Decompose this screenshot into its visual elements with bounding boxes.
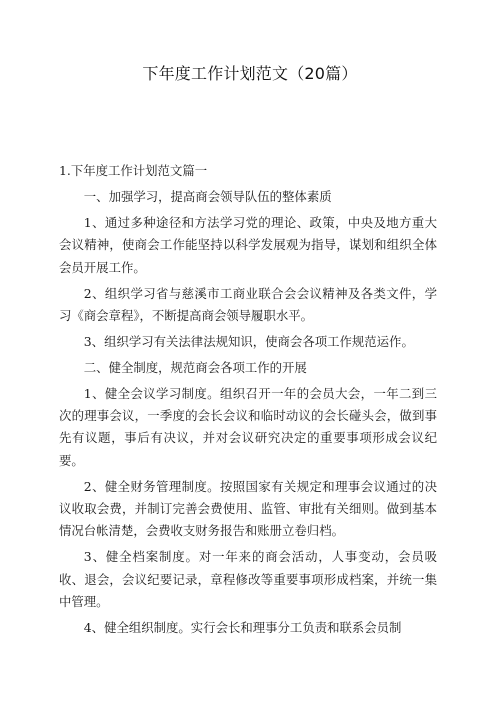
paragraph: 2、组织学习省与慈溪市工商业联合会会议精神及各类文件，学习《商会章程》，不断提高商会领导履职水平。 <box>59 285 437 323</box>
paragraph: 4、健全组织制度。实行会长和理事分工负责和联系会员制 <box>83 619 402 635</box>
paragraph: 3、组织学习有关法律法规知识，使商会各项工作规范运作。 <box>83 333 414 349</box>
paragraph: 3、健全档案制度。对一年来的商会活动，人事变动，会员吸收、退会，会议纪要记录，章程修改等重要事项形成档案，并统一集中管理。 <box>59 549 437 609</box>
paragraph: 1、健全会议学习制度。组织召开一年的会员大会，一年二到三次的理事会议，一季度的会长会议和临时动议的会长碰头会，做到事先有议题，事后有决议，并对会议研究决定的重要事项形成会议纪要。 <box>59 385 437 468</box>
section-heading: 1.下年度工作计划范文篇一 <box>59 163 208 178</box>
document-body <box>59 160 437 643</box>
paragraph: 2、健全财务管理制度。按照国家有关规定和理事会议通过的决议收取会费，并制订完善会费使用、监管、审批有关细则。做到基本情况台帐清楚，会费收支财务报告和账册立卷归档。 <box>59 478 437 539</box>
subheading-systems: 二、健全制度，规范商会各项工作的开展 <box>83 359 307 375</box>
paragraph: 1、通过多种途径和方法学习党的理论、政策，中央及地方重大会议精神，使商会工作能坚持以科学发展观为指导，谋划和组织全体会员开展工作。 <box>59 214 437 275</box>
subheading-study: 一、加强学习，提高商会领导队伍的整体素质 <box>83 188 332 204</box>
document-title: 下年度工作计划范文（20篇） <box>142 64 358 83</box>
